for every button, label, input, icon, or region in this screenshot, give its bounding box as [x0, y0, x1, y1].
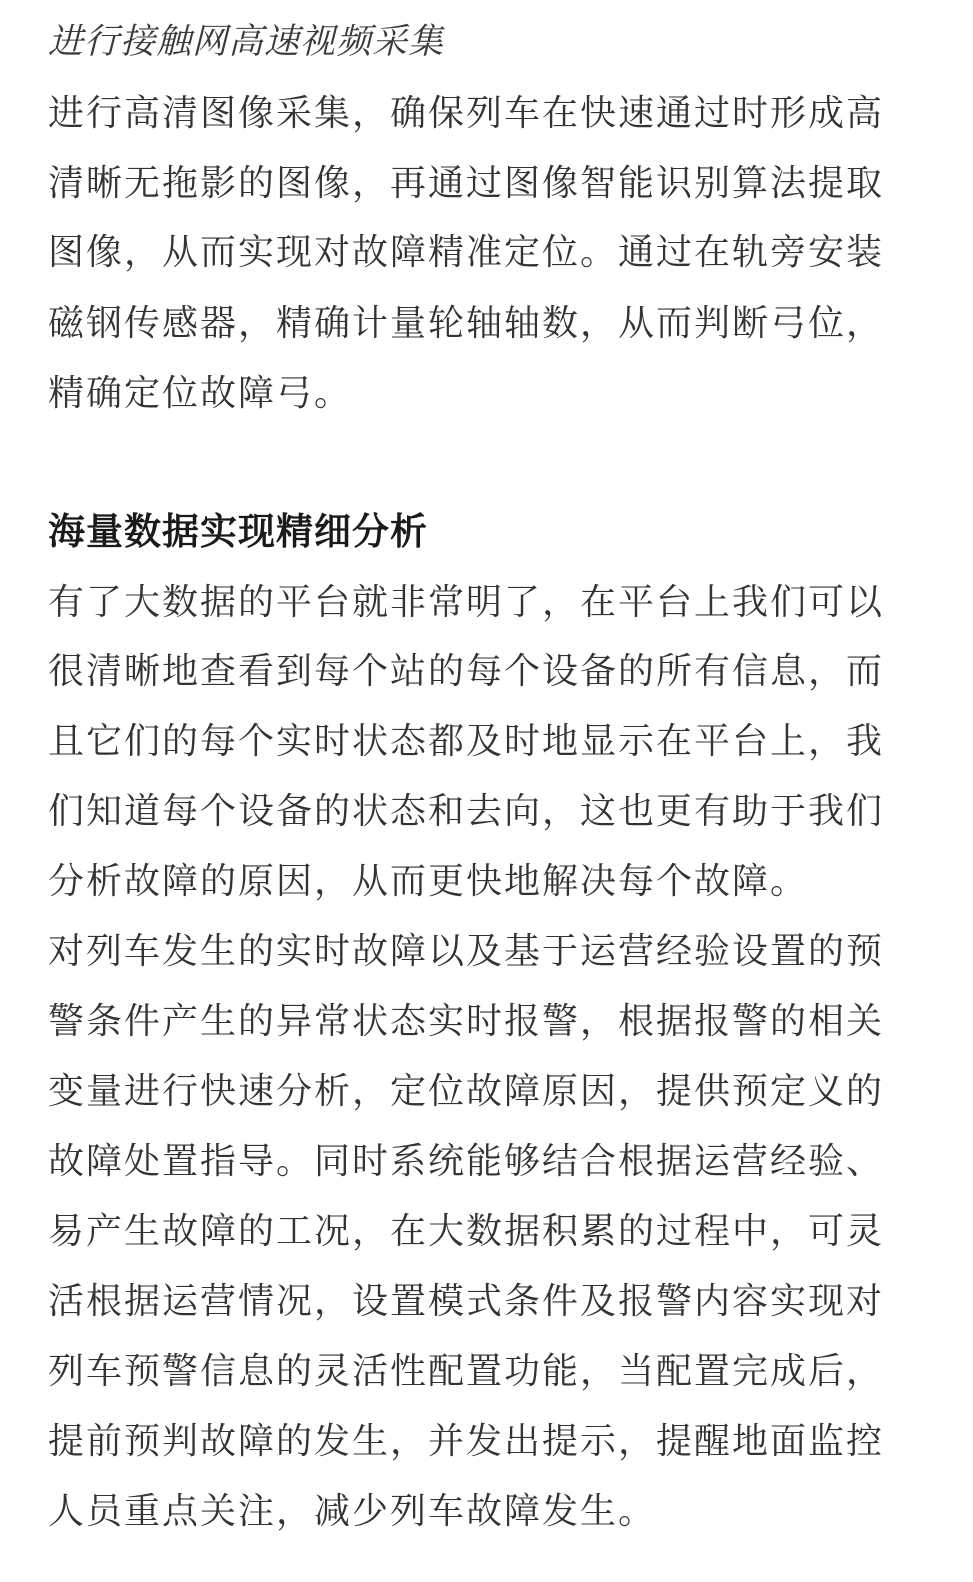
paragraph-line: 易产生故障的工况，在大数据积累的过程中，可灵	[48, 1211, 885, 1252]
paragraph-line: 们知道每个设备的状态和去向，这也更有助于我们	[48, 791, 885, 832]
paragraph-line: 进行高清图像采集，确保列车在快速通过时形成高	[48, 93, 885, 134]
paragraph-line: 故障处置指导。同时系统能够结合根据运营经验、	[48, 1141, 885, 1182]
paragraph-line: 活根据运营情况，设置模式条件及报警内容实现对	[48, 1281, 885, 1322]
paragraph-line: 列车预警信息的灵活性配置功能，当配置完成后，	[48, 1351, 885, 1392]
paragraph-line: 提前预判故障的发生，并发出提示，提醒地面监控	[48, 1421, 885, 1462]
paragraph-line: 变量进行快速分析，定位故障原因，提供预定义的	[48, 1071, 885, 1112]
section-heading-data-analysis: 海量数据实现精细分析	[48, 510, 428, 553]
paragraph-line: 警条件产生的异常状态实时报警，根据报警的相关	[48, 1001, 885, 1042]
paragraph-line: 图像，从而实现对故障精准定位。通过在轨旁安装	[48, 232, 885, 273]
paragraph-line: 很清晰地查看到每个站的每个设备的所有信息，而	[48, 651, 885, 692]
paragraph-line: 精确定位故障弓。	[48, 373, 353, 414]
paragraph-line: 且它们的每个实时状态都及时地显示在平台上，我	[48, 721, 885, 762]
paragraph-line: 有了大数据的平台就非常明了，在平台上我们可以	[48, 582, 885, 623]
paragraph-line: 分析故障的原因，从而更快地解决每个故障。	[48, 861, 809, 902]
paragraph-line: 人员重点关注，减少列车故障发生。	[48, 1491, 657, 1532]
paragraph-line: 对列车发生的实时故障以及基于运营经验设置的预	[48, 931, 885, 972]
section-title-video-capture: 进行接触网高速视频采集	[48, 22, 445, 62]
paragraph-line: 磁钢传感器，精确计量轮轴轴数，从而判断弓位，	[48, 303, 885, 344]
paragraph-line: 清晰无拖影的图像，再通过图像智能识别算法提取	[48, 163, 885, 204]
